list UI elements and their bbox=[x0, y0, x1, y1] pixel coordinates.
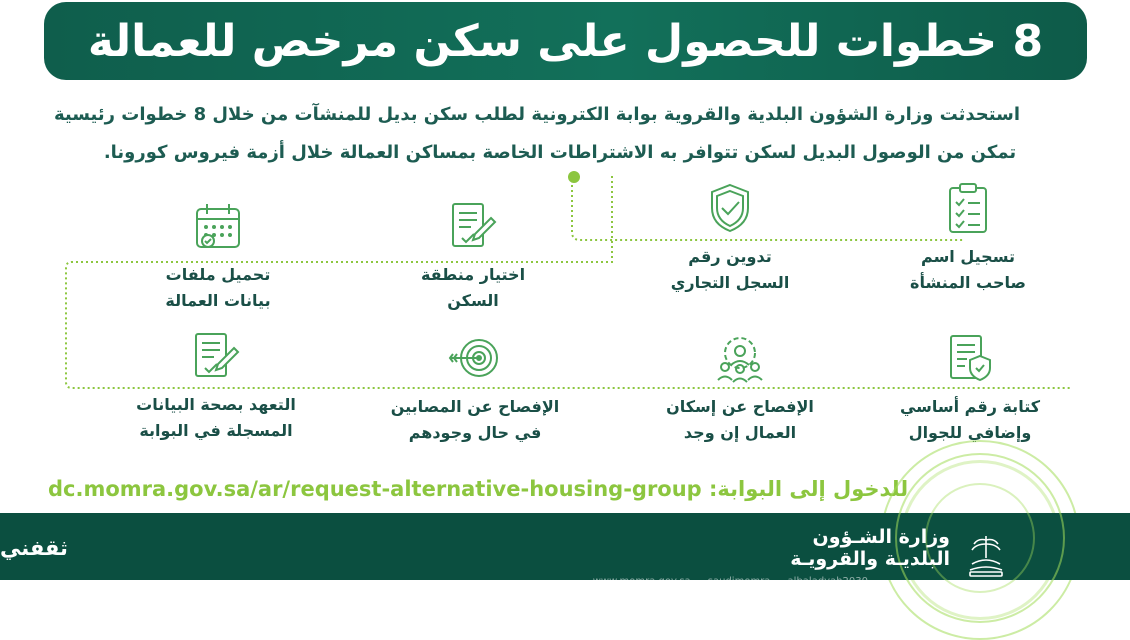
step-label-line-1: الإفصاح عن إسكان bbox=[666, 397, 814, 416]
step-disclose-infected bbox=[375, 330, 575, 446]
step-data-pledge bbox=[116, 328, 316, 444]
portal-url[interactable]: dc.momra.gov.sa/ar/request-alternative-housing-group bbox=[48, 477, 702, 501]
intro-line-1: استحدثت وزارة الشؤون البلدية والقروية بوابة الكترونية لطلب سكن بديل للمنشآت من خلال 8 خطوات رئيسية bbox=[53, 104, 1020, 125]
social-handle-text[interactable]: saudimomra bbox=[707, 576, 771, 587]
ministry-name-line-1: وزارة الشـؤون bbox=[812, 526, 950, 548]
step-label-line-2: المسجلة في البوابة bbox=[139, 421, 293, 440]
step-disclose-housing bbox=[640, 330, 840, 446]
watermark-text: ثقفني bbox=[0, 536, 68, 560]
title-banner bbox=[44, 2, 1087, 80]
step-label-line-2: وإضافي للجوال bbox=[908, 423, 1032, 442]
step-label-line-2: بيانات العمالة bbox=[165, 291, 271, 310]
step-label-line-2: في حال وجودهم bbox=[408, 423, 542, 442]
footer-bar bbox=[0, 513, 1130, 587]
document-pen-icon bbox=[188, 328, 244, 384]
step-choose-area bbox=[373, 198, 573, 314]
ministry-emblem-icon bbox=[962, 530, 1010, 578]
step-label-line-1: كتابة رقم أساسي bbox=[899, 397, 1041, 416]
calendar-icon bbox=[190, 198, 246, 254]
portal-label: للدخول إلى البوابة: bbox=[709, 477, 909, 501]
step-label-line-1: تحميل ملفات bbox=[165, 265, 271, 284]
portal-link-line bbox=[48, 477, 909, 501]
footer-social-row bbox=[40, 569, 880, 587]
step-commercial-register bbox=[630, 180, 830, 296]
step-label-line-1: تدوين رقم bbox=[688, 247, 772, 266]
step-label-line-1: التعهد بصحة البيانات bbox=[136, 395, 296, 414]
target-icon bbox=[447, 330, 503, 386]
ministry-name bbox=[790, 526, 950, 570]
page-title: 8 خطوات للحصول على سكن مرخص للعمالة bbox=[87, 15, 1044, 67]
step-label-line-1: الإفصاح عن المصابين bbox=[390, 397, 560, 416]
step-phone-numbers bbox=[870, 330, 1070, 446]
step-label-line-2: السجل التجاري bbox=[670, 273, 790, 292]
step-label-line-2: صاحب المنشأة bbox=[910, 273, 1026, 292]
step-label-line-1: اختيار منطقة bbox=[420, 265, 526, 284]
intro-text bbox=[53, 96, 1020, 172]
secure-document-icon bbox=[942, 330, 998, 386]
website-text[interactable]: www.momra.gov.sa bbox=[592, 576, 691, 587]
checklist-icon bbox=[940, 180, 996, 236]
step-upload-files bbox=[118, 198, 318, 314]
step-register-owner bbox=[868, 180, 1068, 296]
team-gear-icon bbox=[712, 330, 768, 386]
shield-check-icon bbox=[702, 180, 758, 236]
ministry-name-line-2: البلديـة والقرويـة bbox=[790, 548, 950, 570]
step-label-line-1: تسجيل اسم bbox=[921, 247, 1015, 266]
watermark-logo bbox=[0, 536, 68, 560]
intro-line-2: تمكن من الوصول البديل لسكن تتوافر به الاشتراطات الخاصة بمساكن العمالة خلال أزمة فيروس كورونا. bbox=[103, 142, 1017, 163]
vision-handle-text[interactable]: albaladyah2030 bbox=[787, 576, 868, 587]
document-pen-icon bbox=[445, 198, 501, 254]
step-label-line-2: السكن bbox=[447, 291, 499, 310]
step-label-line-2: العمال إن وجد bbox=[683, 423, 797, 442]
